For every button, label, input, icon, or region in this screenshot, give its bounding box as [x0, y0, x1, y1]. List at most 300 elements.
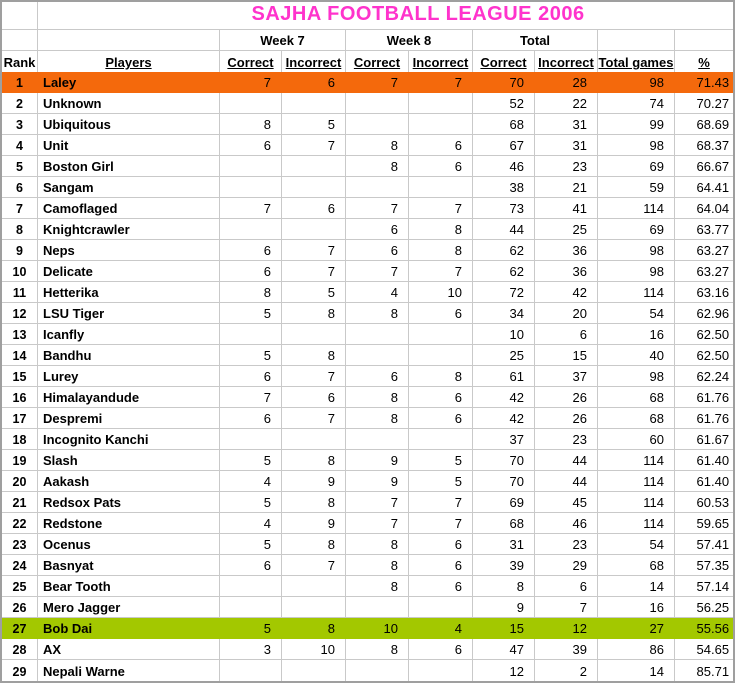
value-cell	[346, 429, 409, 450]
player-cell: Basnyat	[38, 555, 220, 576]
value-cell: 6	[282, 198, 346, 219]
table-row	[2, 261, 733, 282]
percent-cell: 63.16	[675, 282, 733, 303]
value-cell	[282, 429, 346, 450]
value-cell	[220, 177, 282, 198]
col-header-players: Players	[38, 51, 220, 72]
value-cell: 5	[282, 282, 346, 303]
value-cell: 42	[535, 282, 598, 303]
value-cell: 7	[346, 198, 409, 219]
value-cell: 114	[598, 492, 675, 513]
value-cell: 6	[220, 555, 282, 576]
value-cell: 68	[598, 387, 675, 408]
table-row	[2, 282, 733, 303]
value-cell: 5	[220, 618, 282, 639]
value-cell: 8	[409, 366, 473, 387]
percent-cell: 57.41	[675, 534, 733, 555]
value-cell: 14	[598, 576, 675, 597]
player-cell: Ubiquitous	[38, 114, 220, 135]
table-row	[2, 345, 733, 366]
value-cell: 25	[535, 219, 598, 240]
value-cell	[346, 324, 409, 345]
value-cell: 68	[598, 555, 675, 576]
percent-cell: 63.77	[675, 219, 733, 240]
value-cell: 73	[473, 198, 535, 219]
value-cell: 98	[598, 72, 675, 93]
player-cell: Sangam	[38, 177, 220, 198]
value-cell: 38	[473, 177, 535, 198]
value-cell: 6	[535, 576, 598, 597]
percent-cell: 61.40	[675, 450, 733, 471]
value-cell: 5	[409, 471, 473, 492]
value-cell: 31	[535, 114, 598, 135]
value-cell: 8	[220, 282, 282, 303]
rank-cell: 26	[2, 597, 38, 618]
rank-cell: 15	[2, 366, 38, 387]
percent-cell: 61.67	[675, 429, 733, 450]
value-cell: 6	[282, 387, 346, 408]
rank-cell: 16	[2, 387, 38, 408]
value-cell: 4	[346, 282, 409, 303]
value-cell	[409, 114, 473, 135]
value-cell	[220, 576, 282, 597]
value-cell: 39	[473, 555, 535, 576]
value-cell: 10	[282, 639, 346, 660]
value-cell: 69	[598, 156, 675, 177]
player-cell: Delicate	[38, 261, 220, 282]
value-cell: 7	[282, 135, 346, 156]
table-row	[2, 429, 733, 450]
value-cell: 8	[282, 492, 346, 513]
value-cell: 5	[409, 450, 473, 471]
table-row	[2, 72, 733, 93]
rank-cell: 13	[2, 324, 38, 345]
player-cell: Aakash	[38, 471, 220, 492]
value-cell: 70	[473, 471, 535, 492]
percent-cell: 60.53	[675, 492, 733, 513]
table-row	[2, 366, 733, 387]
value-cell: 36	[535, 240, 598, 261]
player-cell: Mero Jagger	[38, 597, 220, 618]
table-row	[2, 576, 733, 597]
value-cell: 7	[409, 261, 473, 282]
value-cell: 62	[473, 261, 535, 282]
col-header-total-incorrect: Incorrect	[535, 51, 598, 72]
value-cell: 44	[535, 450, 598, 471]
rank-cell: 12	[2, 303, 38, 324]
rank-cell: 9	[2, 240, 38, 261]
value-cell: 26	[535, 387, 598, 408]
value-cell: 8	[220, 114, 282, 135]
value-cell: 7	[409, 198, 473, 219]
value-cell: 4	[409, 618, 473, 639]
value-cell	[282, 576, 346, 597]
value-cell: 6	[220, 366, 282, 387]
player-cell: Boston Girl	[38, 156, 220, 177]
percent-cell: 57.35	[675, 555, 733, 576]
value-cell	[220, 156, 282, 177]
value-cell: 42	[473, 408, 535, 429]
value-cell: 54	[598, 303, 675, 324]
value-cell	[409, 324, 473, 345]
value-cell: 7	[346, 492, 409, 513]
value-cell: 27	[598, 618, 675, 639]
table-row	[2, 597, 733, 618]
value-cell: 114	[598, 282, 675, 303]
player-cell: Knightcrawler	[38, 219, 220, 240]
value-cell: 6	[282, 72, 346, 93]
value-cell: 8	[282, 450, 346, 471]
value-cell	[409, 597, 473, 618]
rank-cell: 20	[2, 471, 38, 492]
rank-cell: 25	[2, 576, 38, 597]
value-cell: 6	[409, 303, 473, 324]
value-cell: 8	[346, 534, 409, 555]
value-cell: 6	[409, 387, 473, 408]
value-cell: 12	[535, 618, 598, 639]
value-cell	[220, 324, 282, 345]
value-cell: 8	[409, 240, 473, 261]
table-row	[2, 219, 733, 240]
value-cell: 7	[282, 408, 346, 429]
value-cell: 7	[220, 72, 282, 93]
value-cell: 114	[598, 450, 675, 471]
percent-cell: 57.14	[675, 576, 733, 597]
group-header-total: Total	[473, 30, 598, 51]
value-cell: 8	[409, 219, 473, 240]
value-cell: 28	[535, 72, 598, 93]
value-cell: 9	[346, 471, 409, 492]
player-cell: Unknown	[38, 93, 220, 114]
rank-cell: 24	[2, 555, 38, 576]
rank-cell: 1	[2, 72, 38, 93]
value-cell	[220, 429, 282, 450]
page-title: SAJHA FOOTBALL LEAGUE 2006	[38, 2, 733, 30]
player-cell: Himalayandude	[38, 387, 220, 408]
value-cell: 47	[473, 639, 535, 660]
value-cell: 5	[220, 492, 282, 513]
table-row	[2, 387, 733, 408]
value-cell: 37	[535, 366, 598, 387]
value-cell: 15	[473, 618, 535, 639]
value-cell: 8	[346, 135, 409, 156]
table-row	[2, 240, 733, 261]
value-cell: 23	[535, 534, 598, 555]
value-cell: 60	[598, 429, 675, 450]
value-cell: 6	[409, 408, 473, 429]
value-cell: 29	[535, 555, 598, 576]
value-cell: 22	[535, 93, 598, 114]
value-cell	[282, 177, 346, 198]
player-cell: Laley	[38, 72, 220, 93]
value-cell	[409, 345, 473, 366]
rank-cell: 4	[2, 135, 38, 156]
value-cell: 44	[473, 219, 535, 240]
percent-cell: 54.65	[675, 639, 733, 660]
rank-cell: 14	[2, 345, 38, 366]
table-row	[2, 303, 733, 324]
value-cell	[282, 660, 346, 681]
value-cell: 7	[409, 72, 473, 93]
value-cell: 8	[346, 387, 409, 408]
percent-cell: 63.27	[675, 240, 733, 261]
value-cell	[220, 219, 282, 240]
player-cell: Nepali Warne	[38, 660, 220, 681]
group-header-week8: Week 8	[346, 30, 473, 51]
value-cell: 7	[535, 597, 598, 618]
title-row	[2, 2, 733, 30]
column-header-row	[2, 51, 733, 72]
col-header-rank: Rank	[2, 51, 38, 72]
value-cell	[346, 660, 409, 681]
table-row	[2, 492, 733, 513]
value-cell: 20	[535, 303, 598, 324]
value-cell: 10	[473, 324, 535, 345]
percent-cell: 64.41	[675, 177, 733, 198]
value-cell: 4	[220, 513, 282, 534]
value-cell: 98	[598, 261, 675, 282]
value-cell: 23	[535, 429, 598, 450]
value-cell	[282, 324, 346, 345]
col-header-week8-correct: Correct	[346, 51, 409, 72]
table-row	[2, 534, 733, 555]
value-cell: 114	[598, 471, 675, 492]
value-cell: 8	[346, 156, 409, 177]
value-cell: 74	[598, 93, 675, 114]
player-cell: Camoflaged	[38, 198, 220, 219]
value-cell: 31	[473, 534, 535, 555]
value-cell: 8	[346, 408, 409, 429]
value-cell: 99	[598, 114, 675, 135]
value-cell: 16	[598, 324, 675, 345]
value-cell: 15	[535, 345, 598, 366]
value-cell: 36	[535, 261, 598, 282]
player-cell: Bear Tooth	[38, 576, 220, 597]
rank-cell: 3	[2, 114, 38, 135]
player-cell: Icanfly	[38, 324, 220, 345]
rank-cell: 29	[2, 660, 38, 681]
value-cell: 10	[346, 618, 409, 639]
rank-cell: 2	[2, 93, 38, 114]
player-cell: Slash	[38, 450, 220, 471]
value-cell: 2	[535, 660, 598, 681]
rank-cell: 27	[2, 618, 38, 639]
value-cell: 40	[598, 345, 675, 366]
value-cell: 9	[282, 513, 346, 534]
value-cell: 68	[473, 513, 535, 534]
value-cell: 86	[598, 639, 675, 660]
percent-cell: 66.67	[675, 156, 733, 177]
value-cell: 44	[535, 471, 598, 492]
player-cell: Bob Dai	[38, 618, 220, 639]
value-cell	[409, 177, 473, 198]
value-cell: 26	[535, 408, 598, 429]
value-cell: 31	[535, 135, 598, 156]
value-cell	[346, 345, 409, 366]
value-cell: 7	[220, 198, 282, 219]
value-cell: 5	[220, 534, 282, 555]
value-cell: 72	[473, 282, 535, 303]
value-cell: 8	[282, 618, 346, 639]
value-cell: 7	[282, 240, 346, 261]
value-cell: 7	[409, 513, 473, 534]
percent-cell: 55.56	[675, 618, 733, 639]
percent-cell: 62.50	[675, 324, 733, 345]
percent-cell: 85.71	[696, 664, 730, 679]
value-cell: 67	[473, 135, 535, 156]
player-cell: Incognito Kanchi	[38, 429, 220, 450]
table-row	[2, 555, 733, 576]
table-body	[2, 72, 733, 681]
empty-cell	[38, 30, 220, 51]
value-cell	[220, 93, 282, 114]
value-cell: 7	[282, 261, 346, 282]
value-cell: 45	[535, 492, 598, 513]
value-cell: 6	[346, 240, 409, 261]
value-cell: 3	[220, 639, 282, 660]
value-cell: 7	[346, 261, 409, 282]
rank-cell: 23	[2, 534, 38, 555]
value-cell: 21	[535, 177, 598, 198]
value-cell: 69	[473, 492, 535, 513]
player-cell: Unit	[38, 135, 220, 156]
value-cell	[220, 597, 282, 618]
player-cell: Despremi	[38, 408, 220, 429]
value-cell: 10	[409, 282, 473, 303]
value-cell	[346, 93, 409, 114]
value-cell: 39	[535, 639, 598, 660]
rank-cell: 11	[2, 282, 38, 303]
value-cell	[282, 597, 346, 618]
value-cell: 9	[346, 450, 409, 471]
rank-cell: 22	[2, 513, 38, 534]
value-cell: 8	[346, 639, 409, 660]
value-cell: 42	[473, 387, 535, 408]
value-cell: 7	[346, 513, 409, 534]
group-header-week7: Week 7	[220, 30, 346, 51]
table-row	[2, 198, 733, 219]
value-cell: 54	[598, 534, 675, 555]
player-cell: LSU Tiger	[38, 303, 220, 324]
value-cell: 5	[220, 450, 282, 471]
value-cell	[346, 114, 409, 135]
value-cell	[346, 597, 409, 618]
player-cell: Ocenus	[38, 534, 220, 555]
percent-cell: 71.43	[675, 72, 733, 93]
value-cell: 6	[409, 534, 473, 555]
empty-cell	[598, 30, 675, 51]
rank-cell: 28	[2, 639, 38, 660]
value-cell: 9	[282, 471, 346, 492]
value-cell: 46	[535, 513, 598, 534]
percent-cell: 61.40	[675, 471, 733, 492]
value-cell: 6	[220, 261, 282, 282]
value-cell: 8	[473, 576, 535, 597]
percent-cell: 70.27	[675, 93, 733, 114]
value-cell	[346, 177, 409, 198]
value-cell: 25	[473, 345, 535, 366]
value-cell: 6	[220, 135, 282, 156]
percent-cell: 68.37	[675, 135, 733, 156]
value-cell: 8	[282, 303, 346, 324]
value-cell: 5	[282, 114, 346, 135]
rank-cell: 5	[2, 156, 38, 177]
value-cell: 8	[346, 576, 409, 597]
value-cell: 59	[598, 177, 675, 198]
col-header-total-correct: Correct	[473, 51, 535, 72]
value-cell: 70	[473, 72, 535, 93]
col-header-total-games: Total games	[598, 51, 675, 72]
value-cell	[282, 156, 346, 177]
table-row	[2, 450, 733, 471]
col-header-week7-correct: Correct	[220, 51, 282, 72]
table-row	[2, 618, 733, 639]
table-row	[2, 324, 733, 345]
value-cell: 7	[220, 387, 282, 408]
percent-cell: 68.69	[675, 114, 733, 135]
value-cell: 14	[598, 660, 675, 681]
value-cell: 7	[409, 492, 473, 513]
player-cell: Lurey	[38, 366, 220, 387]
value-cell: 5	[220, 345, 282, 366]
table-row	[2, 513, 733, 534]
percent-cell: 64.04	[675, 198, 733, 219]
table-row	[2, 135, 733, 156]
value-cell: 98	[598, 366, 675, 387]
player-cell: Bandhu	[38, 345, 220, 366]
percent-cell: 61.76	[675, 408, 733, 429]
value-cell: 6	[346, 219, 409, 240]
percent-cell: 56.25	[675, 597, 733, 618]
rank-cell: 7	[2, 198, 38, 219]
value-cell: 5	[220, 303, 282, 324]
value-cell: 8	[346, 555, 409, 576]
value-cell	[409, 660, 473, 681]
value-cell	[409, 93, 473, 114]
value-cell: 4	[220, 471, 282, 492]
value-cell	[409, 429, 473, 450]
rank-cell: 8	[2, 219, 38, 240]
percent-cell: 62.24	[675, 366, 733, 387]
value-cell: 52	[473, 93, 535, 114]
rank-cell: 17	[2, 408, 38, 429]
value-cell: 7	[346, 72, 409, 93]
col-header-week8-incorrect: Incorrect	[409, 51, 473, 72]
percent-cell: 59.65	[675, 513, 733, 534]
table-row	[2, 156, 733, 177]
table-row	[2, 177, 733, 198]
value-cell: 98	[598, 135, 675, 156]
value-cell: 6	[535, 324, 598, 345]
empty-cell	[2, 30, 38, 51]
percent-cell: 61.76	[675, 387, 733, 408]
player-cell: AX	[38, 639, 220, 660]
value-cell: 7	[282, 366, 346, 387]
value-cell: 6	[409, 576, 473, 597]
value-cell: 12	[473, 660, 535, 681]
value-cell: 7	[282, 555, 346, 576]
value-cell: 70	[473, 450, 535, 471]
value-cell: 6	[409, 639, 473, 660]
value-cell: 8	[282, 534, 346, 555]
value-cell: 114	[598, 513, 675, 534]
value-cell: 34	[473, 303, 535, 324]
corner-cell	[2, 2, 38, 30]
rank-cell: 6	[2, 177, 38, 198]
percent-cell: 62.96	[675, 303, 733, 324]
value-cell: 69	[598, 219, 675, 240]
value-cell	[282, 93, 346, 114]
